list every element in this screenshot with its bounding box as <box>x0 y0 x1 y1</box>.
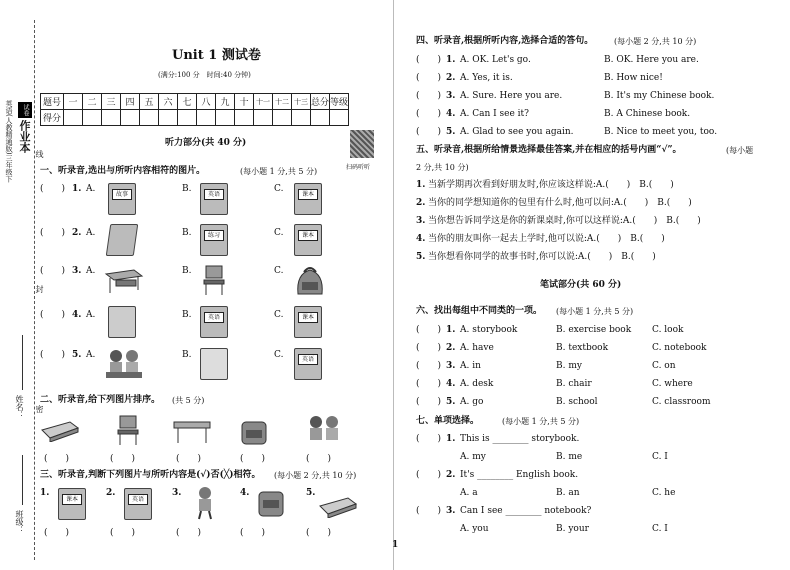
question-number: 5. <box>446 397 456 407</box>
option-c-label: C. <box>274 184 284 194</box>
book-label: 英语 <box>298 354 318 365</box>
book-textbook <box>58 488 86 520</box>
section2-title: 二、听录音,给下列图片排序。 <box>40 395 161 405</box>
answer-paren[interactable]: ( ) <box>40 266 66 276</box>
brand-badge <box>18 102 32 118</box>
option-a: A. my <box>460 452 486 462</box>
book-textbook <box>294 183 322 215</box>
score-header-cell: 一 <box>64 94 83 110</box>
answer-paren[interactable]: ( ) <box>416 127 442 137</box>
book-label: 英语 <box>204 312 224 323</box>
book-storybook <box>108 183 136 215</box>
option-b: B. me <box>556 452 583 462</box>
option-c: C. he <box>652 488 676 498</box>
notebook-image <box>106 224 138 256</box>
qr-caption: 扫码听听 <box>346 164 371 171</box>
answer-paren[interactable]: ( ) <box>416 379 442 389</box>
score-header-cell: 十三 <box>292 94 311 110</box>
option-b: B. your <box>556 524 589 534</box>
answer-paren[interactable]: ( ) <box>416 73 442 83</box>
question-number: 1. <box>446 325 456 335</box>
score-cell[interactable] <box>216 110 235 126</box>
book-label: 故事 <box>112 189 132 200</box>
score-table-header-row <box>41 94 349 110</box>
score-cell[interactable] <box>83 110 102 126</box>
question-text: This is ________ storybook. <box>460 434 580 444</box>
answer-paren[interactable]: ( ) <box>44 528 70 538</box>
cut-mark-close: 密 <box>35 405 44 413</box>
answer-paren[interactable]: ( ) <box>176 528 202 538</box>
question-number: 2. <box>446 73 456 83</box>
column-divider <box>393 0 394 570</box>
answer-paren[interactable]: ( ) <box>40 184 66 194</box>
book-english <box>124 488 152 520</box>
class-label: 班级： <box>15 510 24 534</box>
class-line[interactable] <box>22 455 23 505</box>
option-b: B. chair <box>556 379 592 389</box>
question-number: 3. <box>172 488 182 498</box>
option-b-label: B. <box>182 184 192 194</box>
option-b: B. exercise book <box>556 325 632 335</box>
question-number: 2. <box>446 470 456 480</box>
question-number: 2. <box>446 343 456 353</box>
question-number: 4. <box>446 379 456 389</box>
edition-label-visible: 英语(人教精通版)三年级下 <box>5 100 13 183</box>
answer-paren[interactable]: ( ) <box>416 325 442 335</box>
answer-paren[interactable]: ( ) <box>176 454 202 464</box>
situation-text: 当你想看你同学的故事书时,你可以说:A.( ) B.( ) <box>428 252 656 262</box>
section3-title: 三、听录音,判断下列图片与所听内容是(√)否(╳)相符。 <box>40 470 261 480</box>
notebook-image <box>200 348 228 380</box>
answer-paren[interactable]: ( ) <box>110 528 136 538</box>
option-a: A. Yes, it is. <box>460 73 513 83</box>
score-cell[interactable] <box>178 110 197 126</box>
option-b: B. How nice! <box>604 73 663 83</box>
option-b: B. an <box>556 488 580 498</box>
score-cell[interactable] <box>197 110 216 126</box>
option-a: A. go <box>460 397 484 407</box>
option-a: A. Sure. Here you are. <box>460 91 563 101</box>
answer-paren[interactable]: ( ) <box>416 109 442 119</box>
score-header-cell: 十 <box>235 94 254 110</box>
section1-points: (每小题 1 分,共 5 分) <box>240 167 318 176</box>
option-c-label: C. <box>274 228 284 238</box>
answer-paren[interactable]: ( ) <box>416 91 442 101</box>
question-number: 3. <box>446 361 456 371</box>
score-cell[interactable] <box>121 110 140 126</box>
chair-image <box>202 264 226 296</box>
option-a-label: A. <box>86 350 96 360</box>
name-label: 姓名： <box>15 395 24 419</box>
question-number: 3. <box>446 91 456 101</box>
score-header-cell: 二 <box>83 94 102 110</box>
option-c: C. look <box>652 325 684 335</box>
score-cell[interactable] <box>159 110 178 126</box>
score-cell[interactable] <box>311 110 330 126</box>
option-c: C. where <box>652 379 693 389</box>
question-number: 2. <box>416 198 426 208</box>
score-header-cell: 五 <box>140 94 159 110</box>
book-textbook <box>294 224 322 256</box>
answer-paren[interactable]: ( ) <box>416 361 442 371</box>
option-c-label: C. <box>274 350 284 360</box>
situation-text: 当新学期再次看到好朋友时,你应该这样说:A.( ) B.( ) <box>428 180 674 190</box>
answer-paren[interactable]: ( ) <box>110 454 136 464</box>
score-header-cell: 八 <box>197 94 216 110</box>
answer-paren[interactable]: ( ) <box>416 55 442 65</box>
score-header-cell: 七 <box>178 94 197 110</box>
question-number: 1. <box>72 184 82 194</box>
question-number: 3. <box>446 506 456 516</box>
option-b: B. It's my Chinese book. <box>604 91 715 101</box>
writing-title: 笔试部分(共 60 分) <box>540 280 622 290</box>
option-a: A. Can I see it? <box>460 109 529 119</box>
cut-line <box>34 20 35 560</box>
section3-points: (每小题 2 分,共 10 分) <box>274 471 357 480</box>
section7-points: (每小题 1 分,共 5 分) <box>502 417 580 426</box>
option-b: B. Nice to meet you, too. <box>604 127 718 137</box>
score-header-cell: 题号 <box>41 94 64 110</box>
option-a: A. storybook <box>460 325 518 335</box>
option-b-label: B. <box>182 350 192 360</box>
score-header-cell: 十一 <box>254 94 273 110</box>
question-number: 1. <box>40 488 50 498</box>
answer-paren[interactable]: ( ) <box>40 350 66 360</box>
desk-image <box>172 418 212 444</box>
book-textbook <box>294 306 322 338</box>
option-a: A. a <box>460 488 478 498</box>
section4-title: 四、听录音,根据所听内容,选择合适的答句。 <box>416 36 594 46</box>
students-reading-image <box>104 348 144 380</box>
section5-title: 五、听录音,根据所给情景选择最佳答案,并在相应的括号内画“√”。 <box>416 145 682 155</box>
option-a: A. have <box>460 343 494 353</box>
option-a: A. in <box>460 361 481 371</box>
cut-mark-seal: 封 <box>35 285 44 293</box>
situation-text: 当你的同学想知道你的包里有什么时,他可以问:A.( ) B.( ) <box>428 198 692 208</box>
option-b: B. OK. Here you are. <box>604 55 699 65</box>
section1-title: 一、听录音,选出与所听内容相符的图片。 <box>40 166 206 176</box>
option-a-label: A. <box>86 310 96 320</box>
question-number: 2. <box>106 488 116 498</box>
name-line[interactable] <box>22 335 23 390</box>
answer-paren[interactable]: ( ) <box>416 434 442 444</box>
section2-points: (共 5 分) <box>172 396 205 405</box>
book-label: 英语 <box>204 189 224 200</box>
brand-name: 作业本 <box>18 120 31 153</box>
option-a: A. Glad to see you again. <box>460 127 574 137</box>
answer-paren[interactable]: ( ) <box>416 343 442 353</box>
question-text: Can I see ________ notebook? <box>460 506 592 516</box>
answer-paren[interactable]: ( ) <box>40 310 66 320</box>
schoolbag-image <box>294 264 326 296</box>
answer-paren[interactable]: ( ) <box>416 397 442 407</box>
chair-image <box>116 414 140 446</box>
score-cell[interactable] <box>254 110 273 126</box>
boy-image <box>192 486 218 520</box>
students-image <box>304 414 344 446</box>
option-c-label: C. <box>274 310 284 320</box>
book-english <box>200 306 228 338</box>
book-label: 课本 <box>62 494 82 505</box>
score-header-cell: 等级 <box>330 94 349 110</box>
binding-margin <box>0 0 44 570</box>
option-a: A. desk <box>460 379 494 389</box>
question-number: 5. <box>416 252 426 262</box>
question-number: 5. <box>306 488 316 498</box>
answer-paren[interactable]: ( ) <box>40 228 66 238</box>
question-number: 2. <box>72 228 82 238</box>
option-a: A. you <box>460 524 489 534</box>
option-b: B. school <box>556 397 598 407</box>
question-number: 3. <box>72 266 82 276</box>
option-a: A. OK. Let's go. <box>460 55 531 65</box>
score-header-cell: 九 <box>216 94 235 110</box>
option-b: B. A Chinese book. <box>604 109 691 119</box>
question-number: 1. <box>446 55 456 65</box>
answer-paren[interactable]: ( ) <box>416 470 442 480</box>
question-number: 4. <box>446 109 456 119</box>
answer-paren[interactable]: ( ) <box>44 454 70 464</box>
score-cell[interactable] <box>102 110 121 126</box>
score-table <box>40 93 349 126</box>
option-b: B. my <box>556 361 582 371</box>
score-table-score-row <box>41 110 349 126</box>
option-b-label: B. <box>182 310 192 320</box>
question-number: 3. <box>416 216 426 226</box>
score-row-label: 得分 <box>41 110 64 126</box>
question-number: 1. <box>446 434 456 444</box>
score-header-cell: 总分 <box>311 94 330 110</box>
option-a-label: A. <box>86 184 96 194</box>
desk-image <box>104 268 144 294</box>
question-number: 4. <box>240 488 250 498</box>
situation-text: 当你想告诉同学这是你的新课桌时,你可以这样说:A.( ) B.( ) <box>428 216 701 226</box>
pencil-box-image <box>318 494 358 518</box>
option-a-label: A. <box>86 228 96 238</box>
page-title: Unit 1 测试卷 <box>172 48 261 63</box>
book-label: 课本 <box>298 312 318 323</box>
book-label: 课本 <box>298 230 318 241</box>
option-c: C. classroom <box>652 397 711 407</box>
listening-title: 听力部分(共 40 分) <box>165 138 247 148</box>
score-header-cell: 三 <box>102 94 121 110</box>
option-b: B. textbook <box>556 343 609 353</box>
section6-title: 六、找出每组中不同类的一项。 <box>416 306 543 316</box>
question-number: 1. <box>416 180 426 190</box>
schoolbag-image <box>238 414 270 446</box>
qr-code[interactable] <box>350 130 374 158</box>
situation-text: 当你的朋友叫你一起去上学时,他可以说:A.( ) B.( ) <box>428 234 665 244</box>
section6-points: (每小题 1 分,共 5 分) <box>556 307 634 316</box>
section4-points: (每小题 2 分,共 10 分) <box>614 37 697 46</box>
option-c-label: C. <box>274 266 284 276</box>
score-header-cell: 六 <box>159 94 178 110</box>
option-b-label: B. <box>182 266 192 276</box>
page-number: 1 <box>392 540 399 550</box>
question-text: It's ________ English book. <box>460 470 579 480</box>
page-subtitle: (满分:100 分 时间:40 分钟) <box>158 71 251 79</box>
option-a-label: A. <box>86 266 96 276</box>
score-cell[interactable] <box>140 110 159 126</box>
score-header-cell: 十二 <box>273 94 292 110</box>
pencil-box-image <box>40 418 80 442</box>
score-cell[interactable] <box>64 110 83 126</box>
score-cell[interactable] <box>235 110 254 126</box>
score-cell[interactable] <box>292 110 311 126</box>
section5-points-cont: 2 分,共 10 分) <box>416 163 469 172</box>
option-b-label: B. <box>182 228 192 238</box>
answer-paren[interactable]: ( ) <box>416 506 442 516</box>
option-c: C. I <box>652 524 668 534</box>
book-english <box>200 183 228 215</box>
book-english <box>294 348 322 380</box>
section5-points: (每小题 <box>726 146 754 155</box>
question-number: 5. <box>446 127 456 137</box>
answer-paren[interactable]: ( ) <box>306 454 332 464</box>
score-cell[interactable] <box>330 110 349 126</box>
notebook-image <box>108 306 136 338</box>
option-c: C. notebook <box>652 343 707 353</box>
answer-paren[interactable]: ( ) <box>306 528 332 538</box>
question-number: 4. <box>72 310 82 320</box>
answer-paren[interactable]: ( ) <box>240 454 266 464</box>
book-label: 练习 <box>204 230 224 241</box>
question-number: 5. <box>72 350 82 360</box>
brand-badge-text: 试卷 <box>22 104 29 116</box>
book-label: 课本 <box>298 189 318 200</box>
section7-title: 七、单项选择。 <box>416 416 480 426</box>
schoolbag-image <box>256 486 286 518</box>
option-c: C. on <box>652 361 676 371</box>
cut-mark-line: 线 <box>35 150 44 158</box>
answer-paren[interactable]: ( ) <box>240 528 266 538</box>
score-header-cell: 四 <box>121 94 140 110</box>
score-cell[interactable] <box>273 110 292 126</box>
option-c: C. I <box>652 452 668 462</box>
question-number: 4. <box>416 234 426 244</box>
book-exercise <box>200 224 228 256</box>
book-label: 英语 <box>128 494 148 505</box>
